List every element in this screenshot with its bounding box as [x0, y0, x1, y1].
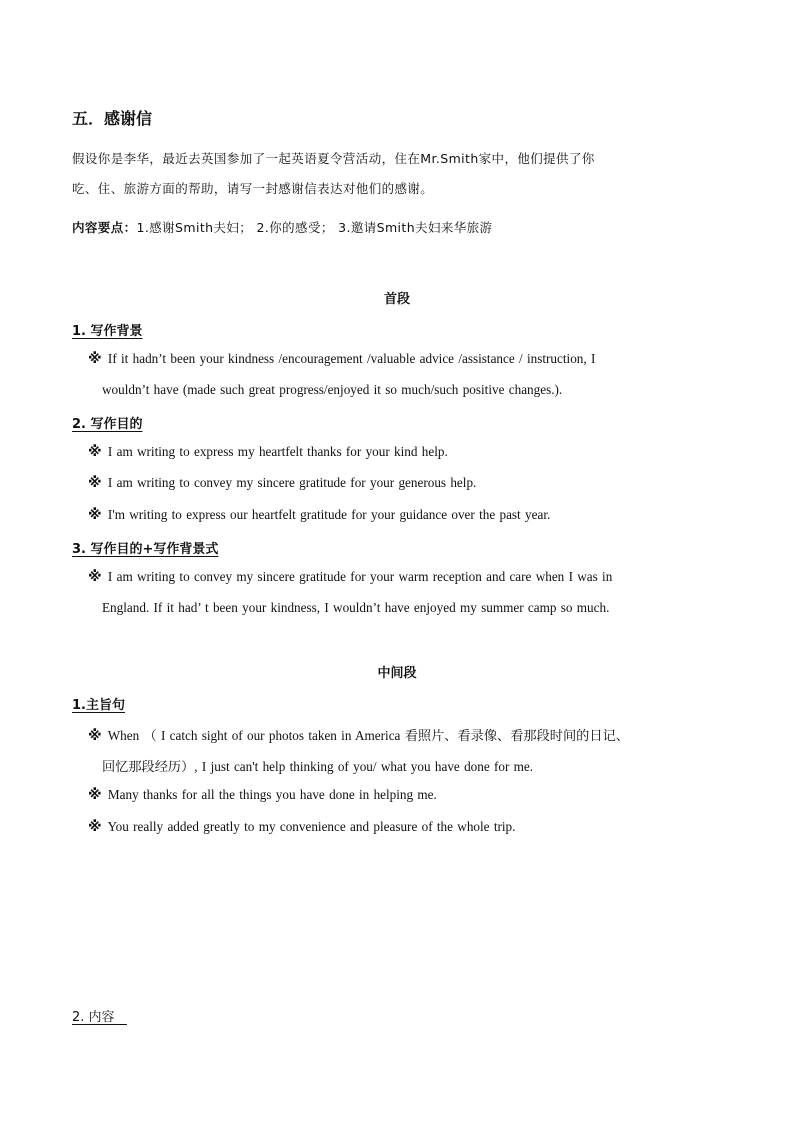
- bullet-mark-icon: ※: [88, 728, 102, 744]
- key-points: [72, 218, 492, 236]
- bullet-mark-icon: ※: [88, 819, 102, 835]
- heading-topic-sentence: 1.主旨句: [72, 698, 125, 713]
- list-item-continuation: wouldn’t have (made such great progress/enjoyed it so much/such positive changes.).: [102, 382, 563, 397]
- bullet-mark-icon: ※: [88, 475, 102, 491]
- list-item: [88, 475, 476, 491]
- list-item-text: If it hadn’t been your kindness /encouragement /valuable advice /assistance / instruction, I: [107, 351, 596, 366]
- list-item-text: I'm writing to express our heartfelt gratitude for your guidance over the past year.: [107, 507, 551, 522]
- list-item: [88, 351, 595, 367]
- heading-content: 2. 内容: [72, 1010, 127, 1025]
- bullet-mark-icon: ※: [88, 507, 102, 523]
- opening-title: 首段: [383, 292, 410, 307]
- list-item: [88, 787, 437, 803]
- list-item-text: Many thanks for all the things you have done in helping me.: [107, 787, 437, 802]
- prompt-line-2: 吃、住、旅游方面的帮助，请写一封感谢信表达对他们的感谢。: [72, 181, 434, 196]
- list-item-continuation: England. If it had’ t been your kindness, I wouldn’t have enjoyed my summer camp so much.: [102, 600, 610, 615]
- middle-title: 中间段: [377, 666, 417, 681]
- list-item: [88, 569, 612, 585]
- list-item-text: When （ I catch sight of our photos taken in America 看照片、看录像、看那段时间的日记、: [107, 728, 629, 743]
- bullet-mark-icon: ※: [88, 787, 102, 803]
- list-item: [88, 444, 448, 460]
- heading-writing-background: 1. 写作背景: [72, 324, 143, 339]
- list-item-text: I am writing to express my heartfelt thanks for your kind help.: [107, 444, 448, 459]
- bullet-mark-icon: ※: [88, 569, 102, 585]
- list-item-text: You really added greatly to my convenience and pleasure of the whole trip.: [107, 819, 516, 834]
- key-points-label: 内容要点：: [72, 220, 137, 235]
- list-item: [88, 725, 629, 744]
- section-title: 五．感谢信: [72, 109, 153, 128]
- list-item-continuation: 回忆那段经历）, I just can't help thinking of you/ what you have done for me.: [102, 759, 534, 774]
- key-points-text: 1.感谢Smith夫妇； 2.你的感受； 3.邀请Smith夫妇来华旅游: [136, 220, 493, 235]
- list-item-text: I am writing to convey my sincere gratitude for your generous help.: [107, 475, 477, 490]
- list-item: [88, 507, 550, 523]
- bullet-mark-icon: ※: [88, 351, 102, 367]
- prompt-line-1: 假设你是李华，最近去英国参加了一起英语夏令营活动，住在Mr.Smith家中，他们提供了你: [72, 151, 595, 166]
- list-item: [88, 819, 515, 835]
- list-item-text: I am writing to convey my sincere gratitude for your warm reception and care when I was in: [107, 569, 613, 584]
- heading-writing-purpose: 2. 写作目的: [72, 417, 143, 432]
- heading-purpose-plus-background: 3. 写作目的+写作背景式: [72, 542, 219, 557]
- bullet-mark-icon: ※: [88, 444, 102, 460]
